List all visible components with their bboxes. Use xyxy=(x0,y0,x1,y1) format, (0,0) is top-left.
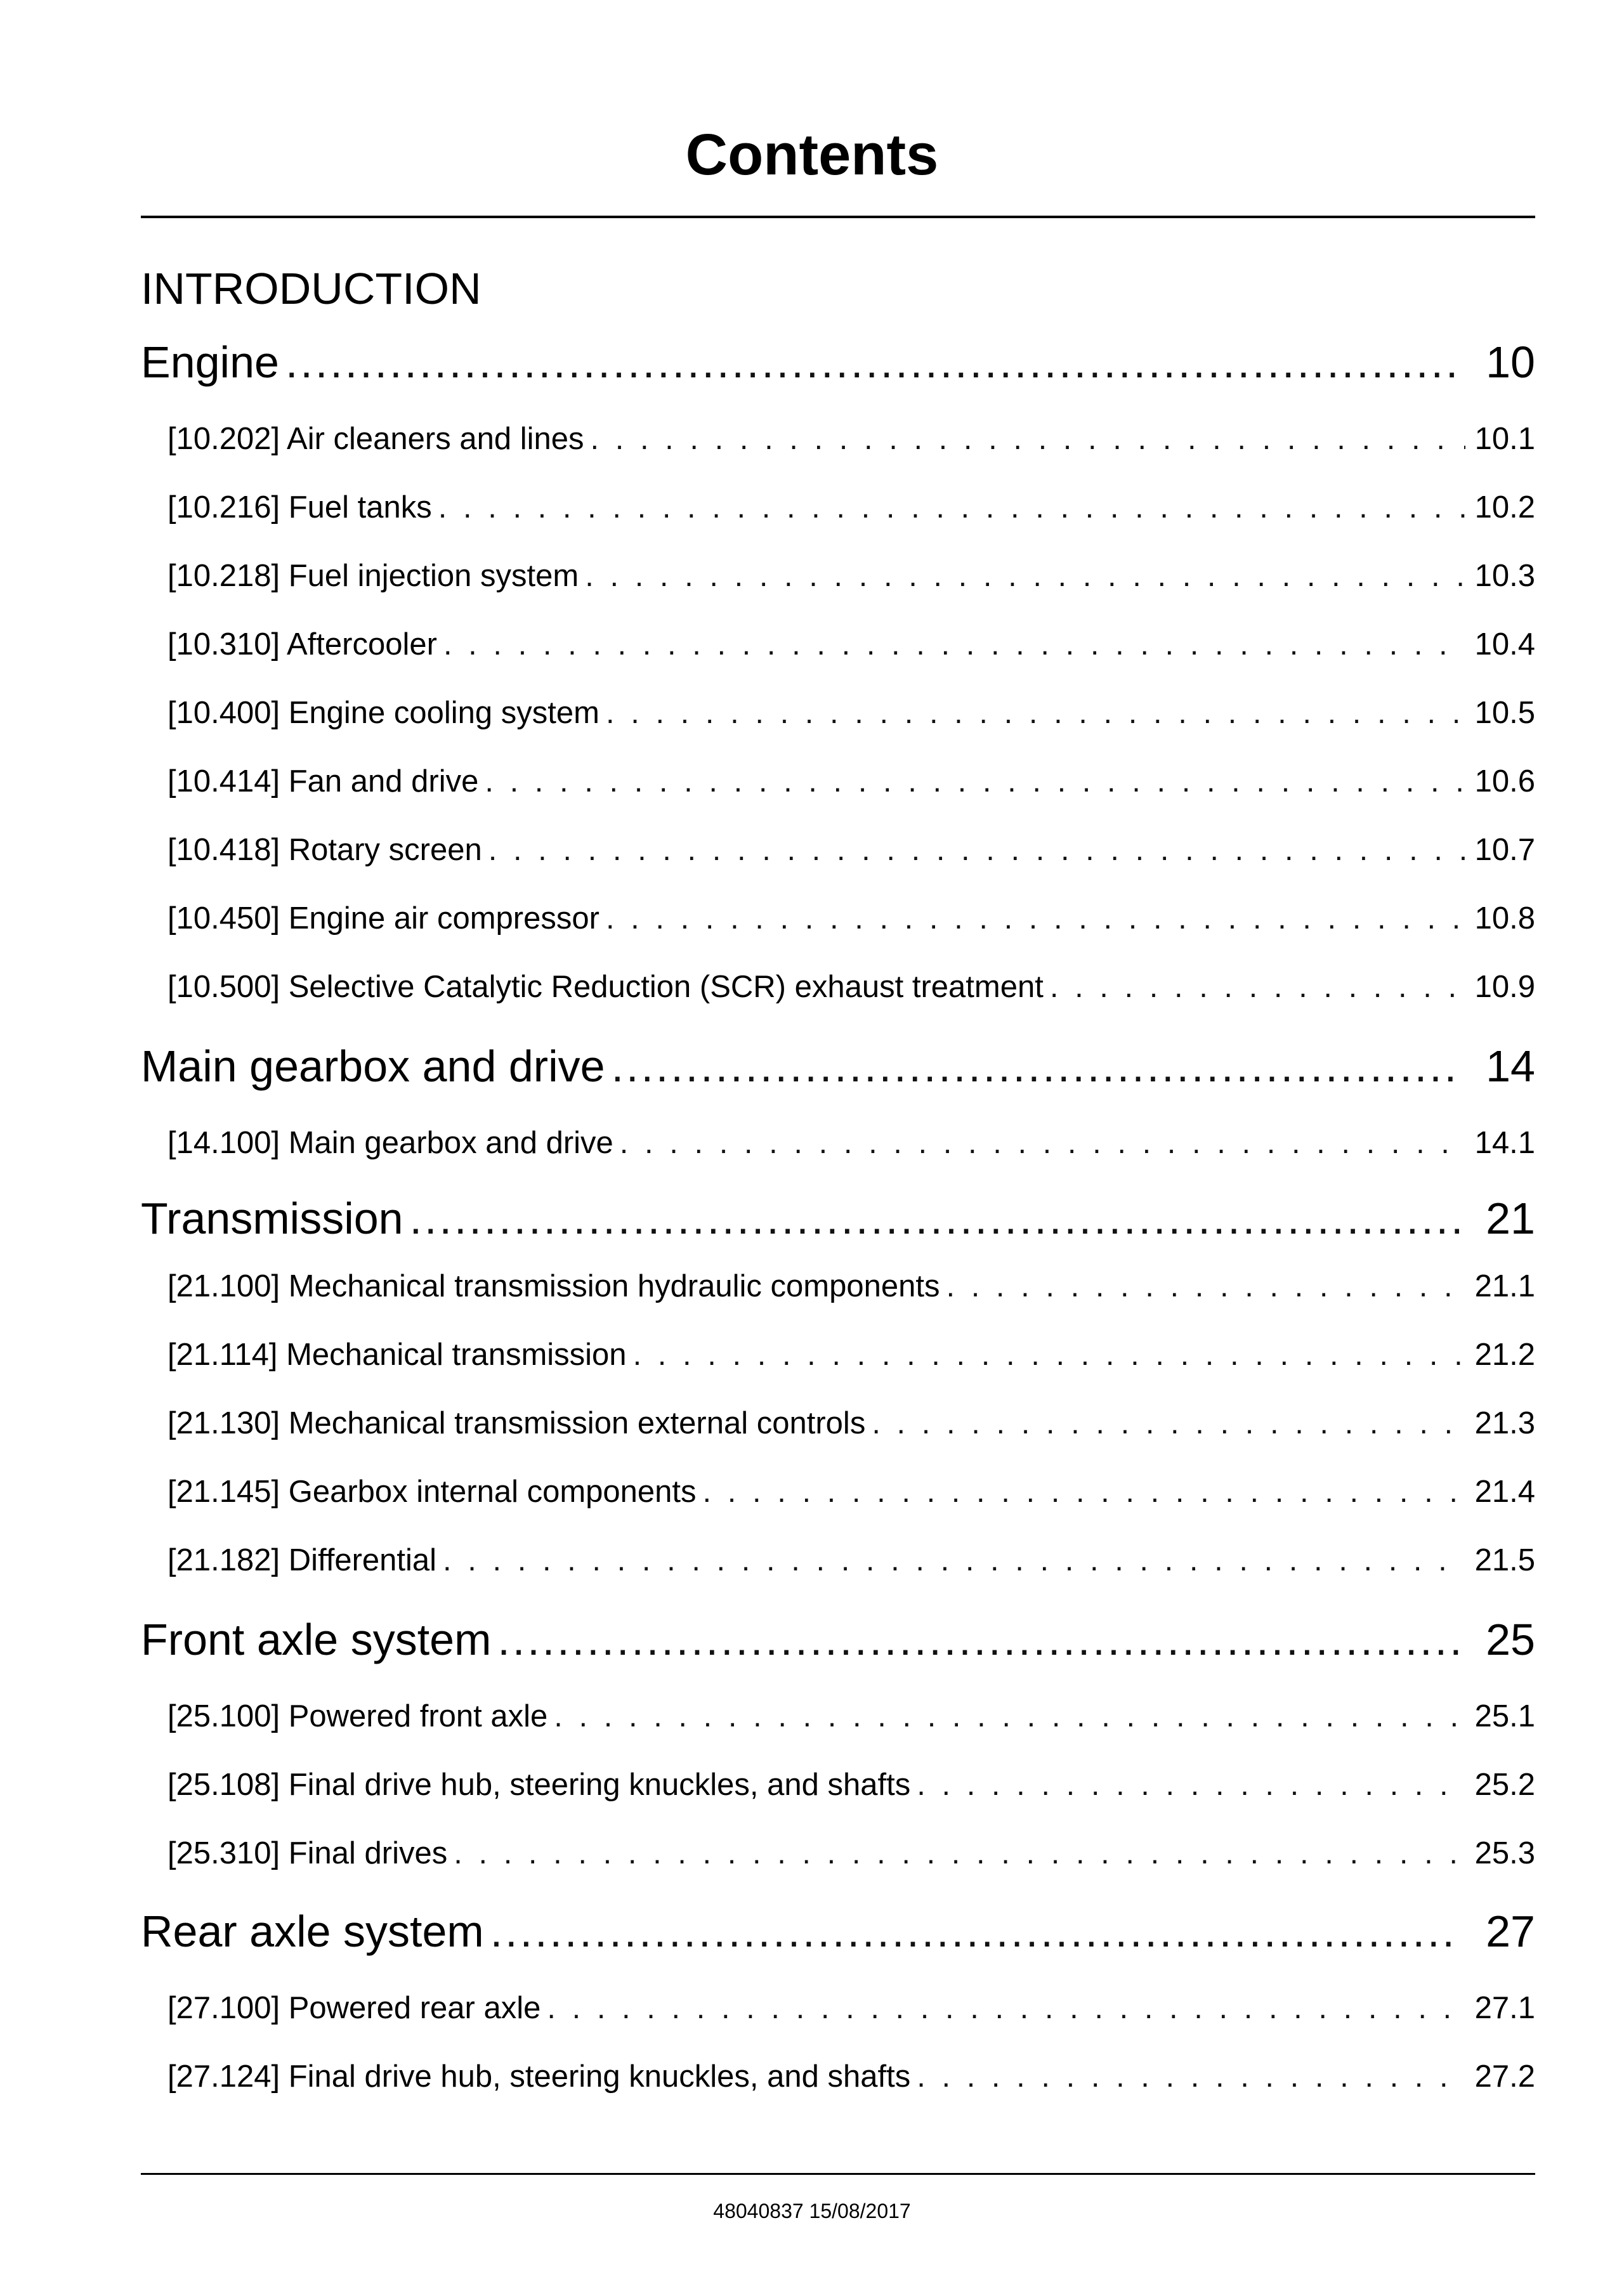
toc-item-label: [10.450] Engine air compressor xyxy=(167,901,599,936)
toc-section-page: 27 xyxy=(1486,1907,1535,1956)
toc-section-page: 25 xyxy=(1486,1615,1535,1664)
toc-item-page: 21.1 xyxy=(1474,1269,1535,1303)
toc-item[interactable] xyxy=(167,698,1535,729)
toc-item-label: [10.400] Engine cooling system xyxy=(167,696,599,730)
toc-item-label: [10.202] Air cleaners and lines xyxy=(167,422,584,456)
toc-item-label: [10.418] Rotary screen xyxy=(167,833,482,867)
footer-divider xyxy=(141,2173,1535,2175)
toc-item-page: 10.3 xyxy=(1474,559,1535,593)
toc-item-label: [27.100] Powered rear axle xyxy=(167,1991,541,2025)
dot-leader xyxy=(703,1477,1465,1508)
toc-section-label: Transmission xyxy=(141,1194,403,1243)
toc-item[interactable] xyxy=(167,972,1535,1003)
table-of-contents xyxy=(141,0,1535,2156)
toc-item-page: 10.6 xyxy=(1474,764,1535,799)
dot-leader xyxy=(1050,972,1465,1003)
toc-section-rear-axle[interactable] xyxy=(141,1909,1535,1954)
dot-leader xyxy=(410,1196,1459,1241)
toc-item[interactable] xyxy=(167,1408,1535,1439)
dot-leader xyxy=(497,1617,1459,1662)
toc-item-page: 21.2 xyxy=(1474,1338,1535,1372)
toc-item[interactable] xyxy=(167,903,1535,934)
toc-item-label: [25.100] Powered front axle xyxy=(167,1699,548,1733)
toc-item[interactable] xyxy=(167,835,1535,866)
toc-item[interactable] xyxy=(167,1770,1535,1801)
toc-item[interactable] xyxy=(167,561,1535,592)
document-footer: 48040837 15/08/2017 xyxy=(713,2200,911,2222)
dot-leader xyxy=(443,1545,1465,1576)
dot-leader xyxy=(917,1770,1465,1801)
toc-item-label: [21.114] Mechanical transmission xyxy=(167,1338,627,1372)
dot-leader xyxy=(872,1408,1465,1439)
dot-leader xyxy=(490,1909,1459,1954)
toc-item-page: 21.5 xyxy=(1474,1543,1535,1577)
page-title: Contents xyxy=(685,122,939,187)
toc-item-label: [25.108] Final drive hub, steering knuckles, and shafts xyxy=(167,1768,911,1802)
toc-item[interactable] xyxy=(167,766,1535,797)
toc-item-label: [27.124] Final drive hub, steering knuckles, and shafts xyxy=(167,2059,911,2094)
dot-leader xyxy=(443,629,1465,660)
toc-item[interactable] xyxy=(167,1701,1535,1732)
toc-item-label: [10.310] Aftercooler xyxy=(167,627,437,662)
toc-item-page: 14.1 xyxy=(1474,1126,1535,1160)
toc-item[interactable] xyxy=(167,1838,1535,1869)
toc-item[interactable] xyxy=(167,1340,1535,1371)
toc-item[interactable] xyxy=(167,1545,1535,1576)
toc-item-page: 27.2 xyxy=(1474,2059,1535,2094)
dot-leader xyxy=(620,1128,1465,1159)
toc-item[interactable] xyxy=(167,1128,1535,1159)
intro-heading: INTRODUCTION xyxy=(141,264,481,313)
dot-leader xyxy=(917,2061,1465,2092)
toc-item[interactable] xyxy=(167,1271,1535,1302)
toc-item[interactable] xyxy=(167,1993,1535,2024)
dot-leader xyxy=(438,492,1465,523)
toc-item-page: 10.8 xyxy=(1474,901,1535,936)
toc-item-label: [10.500] Selective Catalytic Reduction (SCR) exhaust treatment xyxy=(167,970,1044,1004)
dot-leader xyxy=(547,1993,1465,2024)
dot-leader xyxy=(585,561,1465,592)
dot-leader xyxy=(606,903,1465,934)
toc-item-label: [21.100] Mechanical transmission hydraulic components xyxy=(167,1269,940,1303)
toc-item[interactable] xyxy=(167,2061,1535,2092)
dot-leader xyxy=(633,1340,1465,1371)
toc-item-page: 10.7 xyxy=(1474,833,1535,867)
dot-leader xyxy=(285,340,1459,384)
dot-leader xyxy=(590,424,1465,455)
toc-item-page: 10.1 xyxy=(1474,422,1535,456)
toc-section-label: Front axle system xyxy=(141,1615,492,1664)
toc-section-transmission[interactable] xyxy=(141,1196,1535,1241)
toc-item[interactable] xyxy=(167,492,1535,523)
toc-section-label: Rear axle system xyxy=(141,1907,484,1956)
toc-item-label: [10.414] Fan and drive xyxy=(167,764,479,799)
toc-item-label: [10.216] Fuel tanks xyxy=(167,490,432,525)
toc-item[interactable] xyxy=(167,424,1535,455)
dot-leader xyxy=(485,766,1465,797)
toc-item-label: [21.145] Gearbox internal components xyxy=(167,1475,697,1509)
toc-item-label: [21.130] Mechanical transmission external controls xyxy=(167,1406,866,1440)
dot-leader xyxy=(612,1044,1459,1088)
toc-item-label: [10.218] Fuel injection system xyxy=(167,559,579,593)
toc-section-engine[interactable] xyxy=(141,337,1535,387)
toc-section-page: 10 xyxy=(1486,337,1535,387)
toc-item[interactable] xyxy=(167,1477,1535,1508)
toc-item-page: 10.2 xyxy=(1474,490,1535,525)
dot-leader xyxy=(554,1701,1465,1732)
toc-item-page: 21.4 xyxy=(1474,1475,1535,1509)
toc-item-label: [14.100] Main gearbox and drive xyxy=(167,1126,613,1160)
toc-item-page: 10.4 xyxy=(1474,627,1535,662)
toc-item-page: 21.3 xyxy=(1474,1406,1535,1440)
dot-leader xyxy=(606,698,1465,729)
toc-item-label: [21.182] Differential xyxy=(167,1543,437,1577)
toc-item-page: 25.3 xyxy=(1474,1836,1535,1870)
toc-item-page: 27.1 xyxy=(1474,1991,1535,2025)
toc-item-page: 25.1 xyxy=(1474,1699,1535,1733)
toc-section-page: 21 xyxy=(1486,1194,1535,1243)
dot-leader xyxy=(946,1271,1465,1302)
toc-item-label: [25.310] Final drives xyxy=(167,1836,448,1870)
toc-item-page: 10.5 xyxy=(1474,696,1535,730)
toc-section-label: Engine xyxy=(141,337,279,387)
toc-section-label: Main gearbox and drive xyxy=(141,1041,605,1091)
toc-section-front-axle[interactable] xyxy=(141,1617,1535,1662)
toc-section-main-gearbox[interactable] xyxy=(141,1041,1535,1091)
dot-leader xyxy=(488,835,1465,866)
toc-item-page: 10.9 xyxy=(1474,970,1535,1004)
toc-item[interactable] xyxy=(167,629,1535,660)
toc-section-page: 14 xyxy=(1486,1041,1535,1091)
dot-leader xyxy=(454,1838,1465,1869)
toc-item-page: 25.2 xyxy=(1474,1768,1535,1802)
